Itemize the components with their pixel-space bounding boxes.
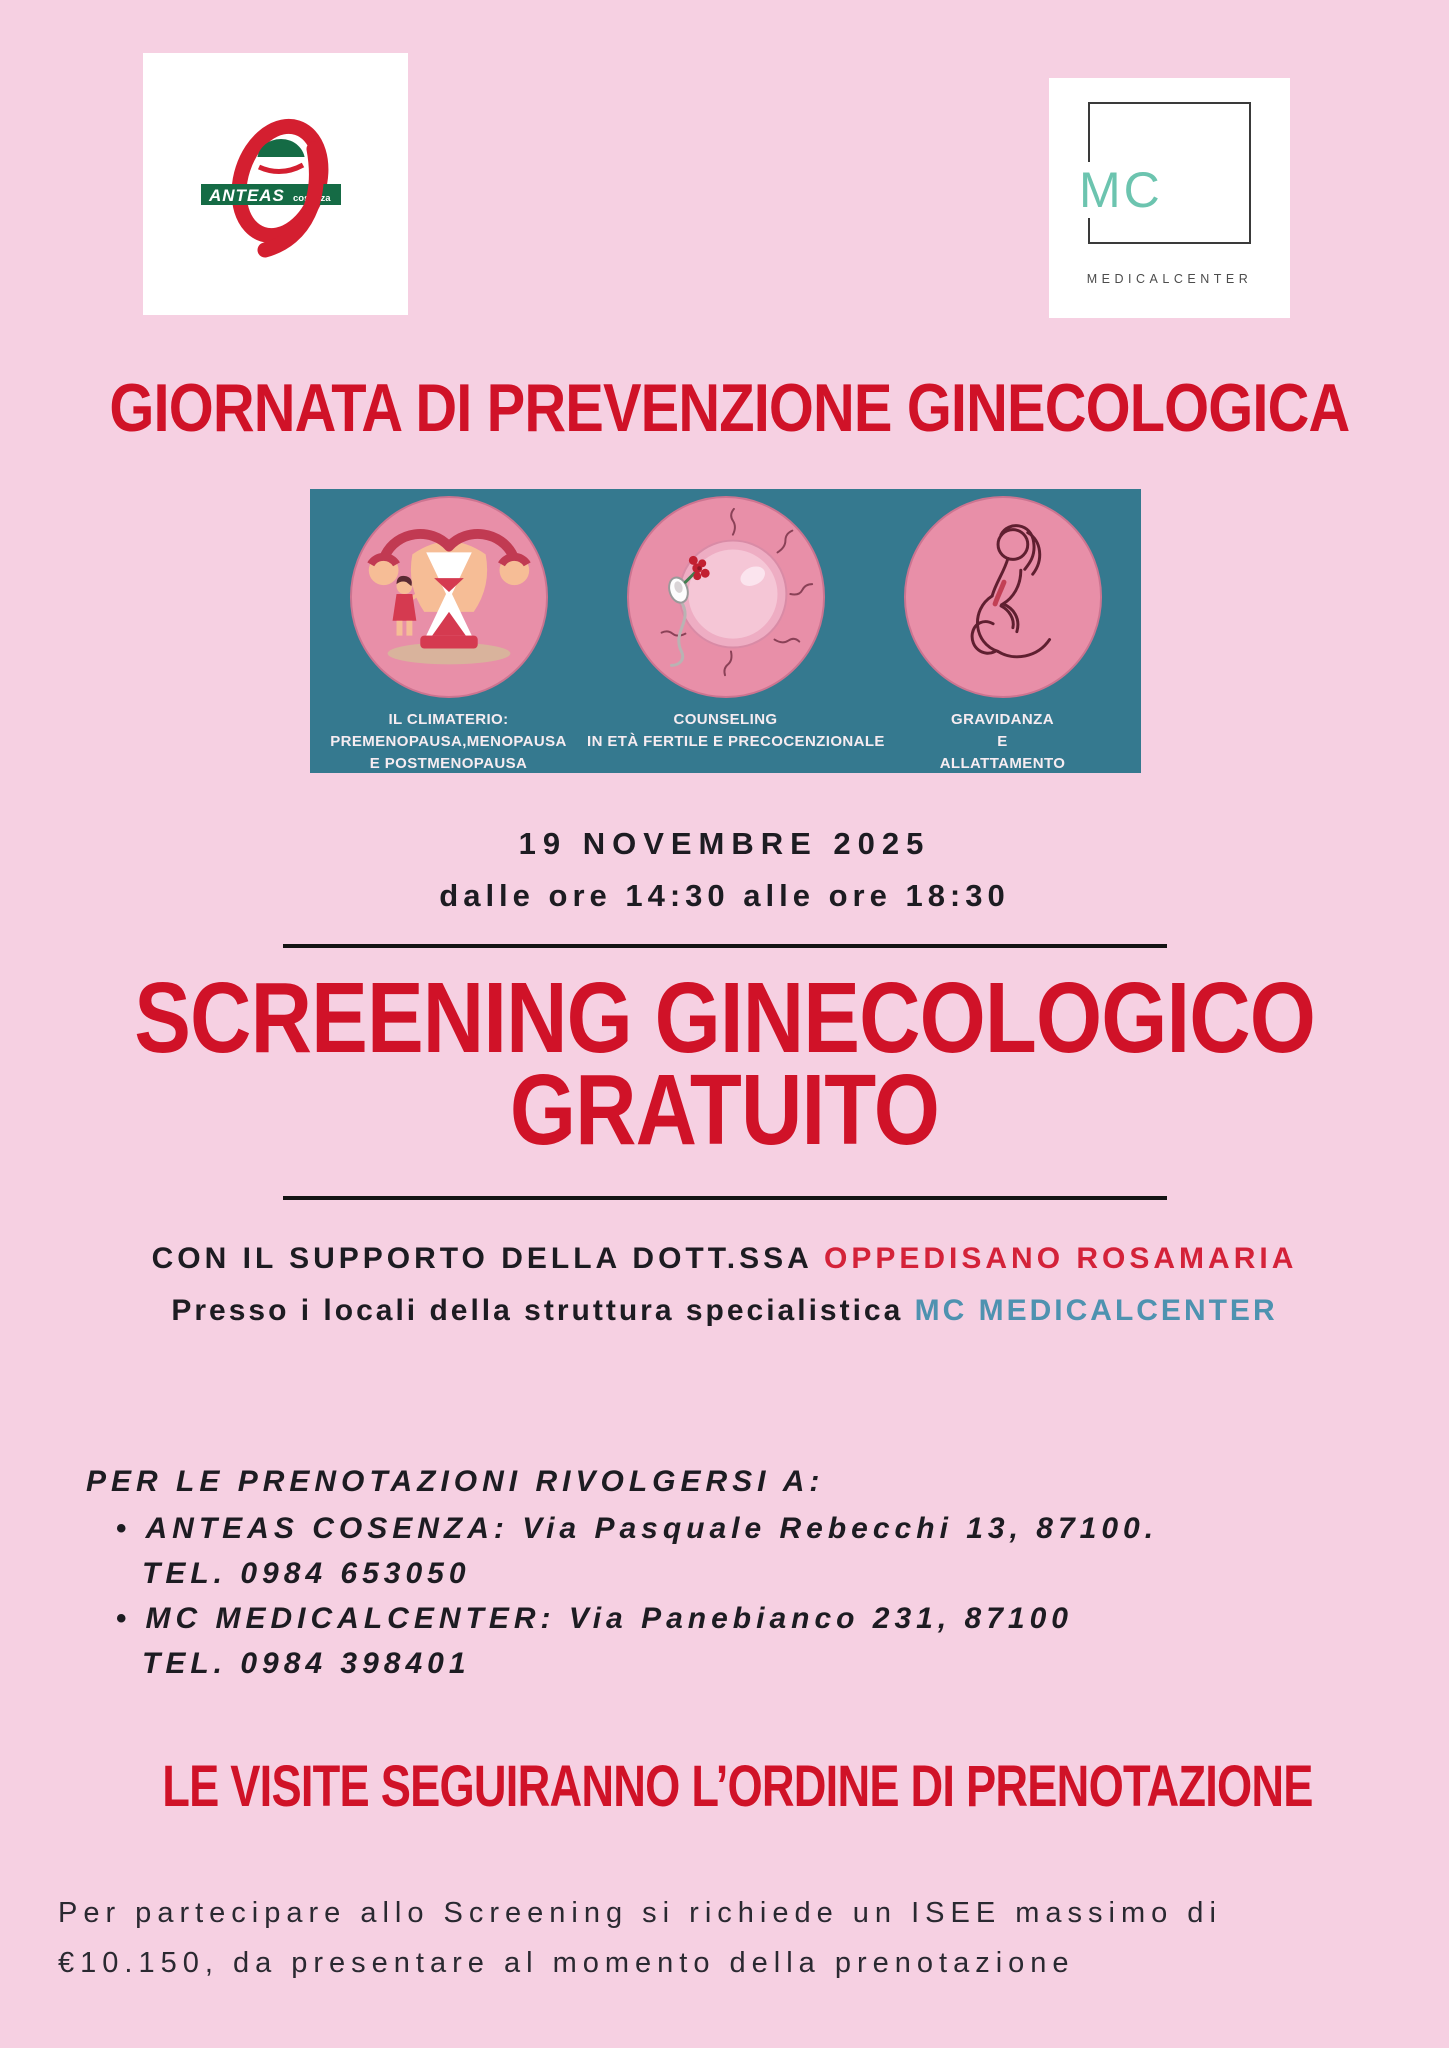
booking-heading: PER LE PRENOTAZIONI RIVOLGERSI A: xyxy=(86,1465,825,1498)
mc-medicalcenter-logo xyxy=(1049,78,1290,318)
mc-logo-initials: MC xyxy=(1079,162,1171,218)
booking-item-phone: TEL. 0984 653050 xyxy=(142,1557,471,1590)
mc-logo-label: MEDICALCENTER xyxy=(1086,272,1253,286)
bullet-icon: • xyxy=(116,1602,132,1635)
event-date: 19 NOVEMBRE 2025 xyxy=(518,826,931,861)
banner-item-climaterio xyxy=(310,489,587,773)
notice-title: LE VISITE SEGUIRANNO L’ORDINE DI PRENOTAZIONE xyxy=(162,1754,1313,1819)
booking-item-address xyxy=(86,1506,1158,1551)
booking-item-phone: TEL. 0984 398401 xyxy=(142,1647,471,1680)
booking-address: ANTEAS COSENZA: Via Pasquale Rebecchi 13, 87100. xyxy=(145,1512,1159,1545)
pregnant-woman-icon xyxy=(901,495,1105,699)
banner-item-label: IL CLIMATERIO: PREMENOPAUSA,MENOPAUSA E POSTMENOPAUSA xyxy=(330,711,567,772)
main-title: SCREENING GINECOLOGICO GRATUITO xyxy=(134,962,1315,1166)
banner-item-label: COUNSELING IN ETÀ FERTILE E PRECOCENZIONALE xyxy=(587,711,885,750)
ovum-sperm-icon xyxy=(624,495,828,699)
support-line xyxy=(0,1242,1449,1276)
isee-note-line2: €10.150, da presentare al momento della prenotazione xyxy=(58,1947,1075,1979)
page-title: GIORNATA DI PREVENZIONE GINECOLOGICA xyxy=(109,370,1350,446)
bullet-icon: • xyxy=(116,1512,132,1545)
divider-bottom xyxy=(283,1196,1167,1200)
anteas-logo xyxy=(143,53,408,315)
location-name: MC MEDICALCENTER xyxy=(914,1294,1278,1327)
doctor-name: OPPEDISANO ROSAMARIA xyxy=(824,1242,1298,1275)
booking-address: MC MEDICALCENTER: Via Panebianco 231, 87100 xyxy=(145,1602,1073,1635)
uterus-hourglass-icon xyxy=(347,495,551,699)
booking-item-address xyxy=(86,1596,1158,1641)
divider-top xyxy=(283,944,1167,948)
banner-item-counseling xyxy=(587,489,885,773)
location-line xyxy=(0,1294,1449,1328)
anteas-logo-graphic xyxy=(143,53,408,315)
support-prefix: CON IL SUPPORTO DELLA DOTT.SSA xyxy=(151,1242,824,1275)
isee-note xyxy=(58,1888,1222,1988)
booking-section xyxy=(86,1458,1158,1686)
anteas-sub: cosenza xyxy=(293,193,331,204)
banner-item-label: GRAVIDANZA E ALLATTAMENTO xyxy=(939,711,1066,772)
isee-note-line1: Per partecipare allo Screening si richiede un ISEE massimo di xyxy=(58,1897,1222,1929)
event-time: dalle ore 14:30 alle ore 18:30 xyxy=(439,878,1010,913)
services-banner xyxy=(310,489,1141,773)
location-prefix: Presso i locali della struttura specialistica xyxy=(171,1294,915,1327)
banner-item-gravidanza xyxy=(864,489,1141,773)
anteas-name: ANTEAS xyxy=(209,186,285,205)
